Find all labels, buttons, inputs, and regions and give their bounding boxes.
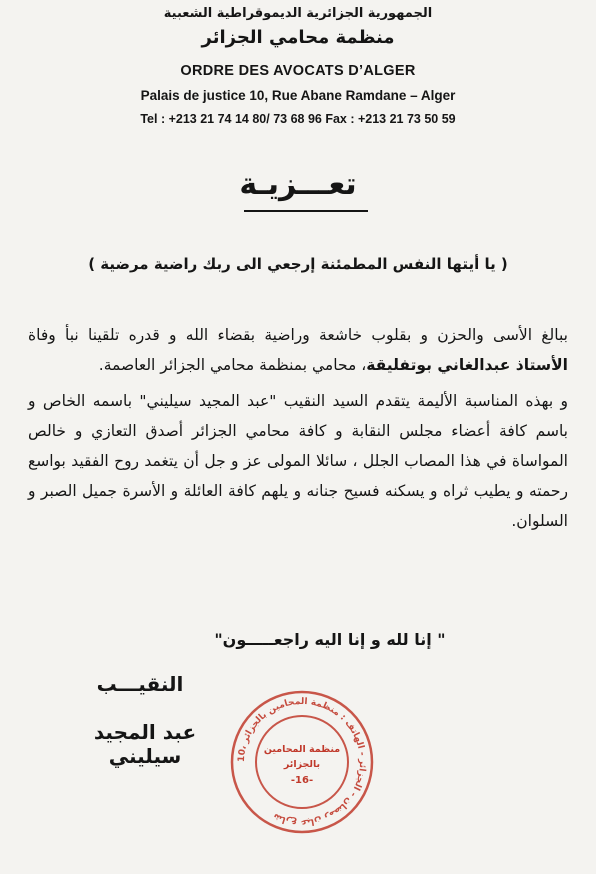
condolence-body [28, 320, 568, 542]
deceased-name: الأستاذ عبدالغاني بوتفليقة [366, 356, 568, 374]
header-country: الجمهورية الجزائرية الديموقراطية الشعبية [163, 6, 433, 21]
closing-phrase: " إنا لله و إنا اليه راجعـــــون" [214, 630, 446, 649]
quran-verse: ( يا أيتها النفس المطمئنة إرجعي الى ربك راضية مرضية ) [88, 255, 508, 273]
header-arabic-org: منظمة محامي الجزائر [201, 27, 395, 48]
stamp-inner-line1: منظمة المحامين [263, 744, 341, 755]
paragraph-1-intro: ببالغ الأسى والحزن و بقلوب خاشعة وراضية بقضاء الله و قدره تلقينا نبأ وفاة [28, 326, 568, 344]
header-contact: Tel : +213 21 74 14 80/ 73 68 96 Fax : +213 21 73 50 59 [140, 112, 456, 126]
paragraph-1-end: ، محامي بمنظمة محامي الجزائر العاصمة. [98, 356, 367, 374]
title-underline [244, 210, 368, 212]
header-address: Palais de justice 10, Rue Abane Ramdane – Alger [140, 88, 456, 103]
paragraph-1 [28, 320, 568, 380]
paragraph-2: و بهذه المناسبة الأليمة يتقدم السيد النقيب "عبد المجيد سيليني" باسمه الخاص و باسم كافة أعضاء مجلس النقابة و كافة محامي الجزائر أصدق التعازي و خالص المواساة في هذا المصاب الجلل ، سائلا المولى عز و جل أن يتغمد روح الفقيد بواسع رحمته و يطيب ثراه و يسكنه فسيح جنانه و يلهم كافة العائلة و الأسرة جميل الصبر و السلوان. [28, 392, 568, 530]
official-stamp [228, 688, 376, 836]
header-french-org: ORDRE DES AVOCATS D’ALGER [180, 63, 416, 79]
stamp-number: -16- [290, 775, 314, 786]
signature-title: النقيـــب [96, 672, 184, 696]
stamp-outer-text: 10، شارع عبان رمضان - الجزائر - الهاتف : منظمة المحامين بالجزائر [236, 696, 368, 828]
stamp-inner-line2: بالجزائر [283, 759, 321, 770]
document-title: تعـــزيـة [239, 167, 357, 202]
signature-name: عبد المجيد سيليني [93, 720, 197, 768]
